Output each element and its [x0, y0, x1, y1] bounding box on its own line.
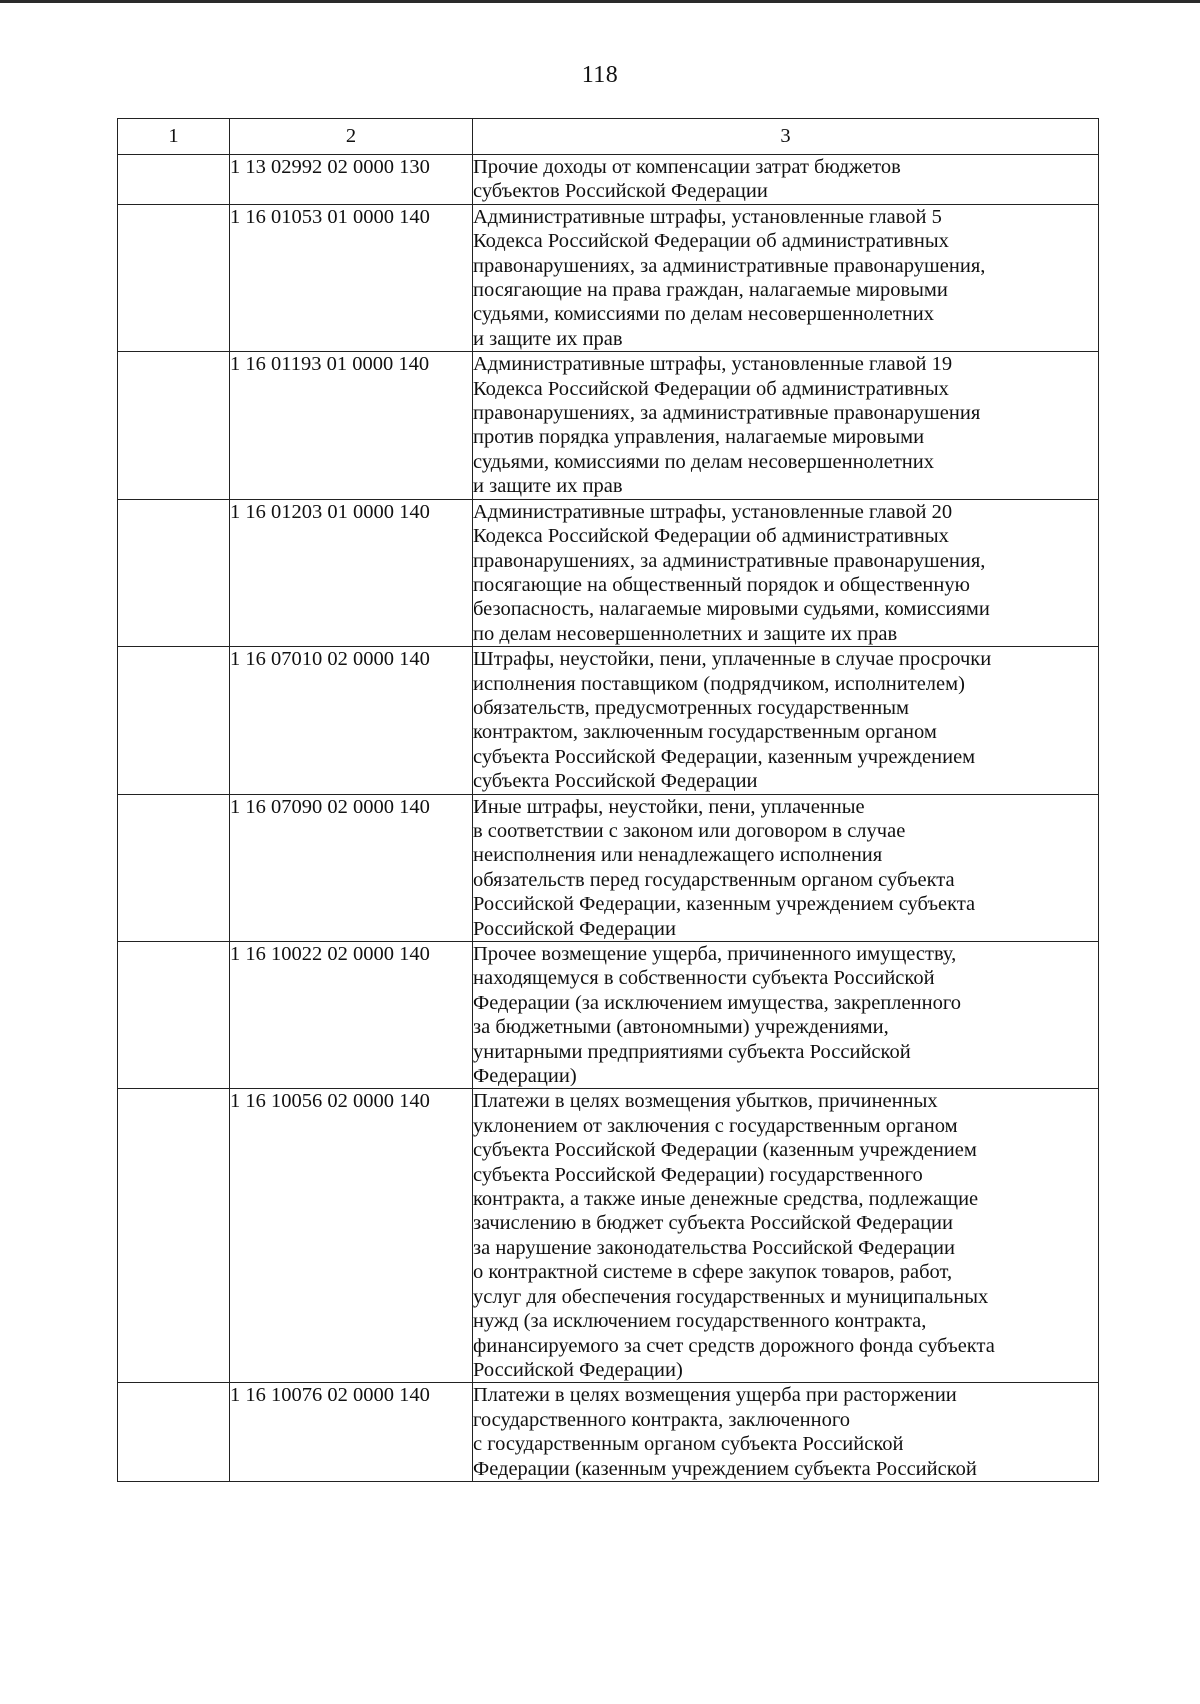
description-line: за нарушение законодательства Российской Федерации	[473, 1236, 955, 1259]
column-header-2: 2	[230, 119, 473, 155]
description-line: обязательств перед государственным органом субъекта	[473, 868, 955, 891]
description-line: судьями, комиссиями по делам несовершеннолетних	[473, 303, 934, 326]
description-line: правонарушениях, за административные правонарушения,	[473, 549, 986, 572]
description-cell	[473, 942, 1099, 1089]
description-cell	[473, 1089, 1099, 1383]
page-number: 118	[581, 62, 619, 88]
description-line: субъекта Российской Федерации (казенным учреждением	[473, 1139, 977, 1162]
description-line: Кодекса Российской Федерации об административных	[473, 377, 949, 400]
description-line: услуг для обеспечения государственных и муниципальных	[473, 1285, 989, 1308]
budget-code-cell: 1 13 02992 02 0000 130	[230, 155, 473, 205]
column-header-3: 3	[473, 119, 1099, 155]
budget-code-cell: 1 16 07010 02 0000 140	[230, 647, 473, 794]
description-line: Платежи в целях возмещения ущерба при расторжении	[473, 1384, 957, 1407]
description-line: Административные штрафы, установленные главой 5	[473, 205, 942, 228]
budget-codes-table	[117, 118, 1099, 1482]
description-line: нужд (за исключением государственного контракта,	[473, 1310, 927, 1333]
budget-code-cell: 1 16 10056 02 0000 140	[230, 1089, 473, 1383]
table-body	[118, 155, 1099, 1482]
description-line: и защите их прав	[473, 327, 623, 350]
description-line: Федерации (казенным учреждением субъекта Российской	[473, 1457, 977, 1480]
description-line: Федерации (за исключением имущества, закрепленного	[473, 991, 961, 1014]
description-line: обязательств, предусмотренных государственным	[473, 696, 909, 719]
description-cell	[473, 647, 1099, 794]
table-row	[118, 1383, 1099, 1482]
table-row	[118, 647, 1099, 794]
table-row	[118, 155, 1099, 205]
description-line: исполнения поставщиком (подрядчиком, исполнителем)	[473, 672, 965, 695]
description-cell	[473, 794, 1099, 941]
description-line: Федерации)	[473, 1065, 577, 1088]
table-row	[118, 794, 1099, 941]
description-line: Российской Федерации	[473, 917, 676, 940]
description-line: и защите их прав	[473, 475, 623, 498]
description-line: неисполнения или ненадлежащего исполнения	[473, 844, 883, 867]
description-cell	[473, 499, 1099, 646]
description-cell	[473, 352, 1099, 499]
description-line: в соответствии с законом или договором в случае	[473, 819, 906, 842]
description-line: посягающие на общественный порядок и общественную	[473, 573, 970, 596]
description-line: субъекта Российской Федерации	[473, 770, 758, 793]
description-line: с государственным органом субъекта Российской	[473, 1433, 904, 1456]
table-row	[118, 942, 1099, 1089]
description-cell	[473, 1383, 1099, 1482]
description-line: против порядка управления, налагаемые мировыми	[473, 426, 925, 449]
description-line: за бюджетными (автономными) учреждениями,	[473, 1016, 889, 1039]
description-line: Платежи в целях возмещения убытков, причиненных	[473, 1090, 938, 1113]
row-number-cell	[118, 499, 230, 646]
budget-code-cell: 1 16 10076 02 0000 140	[230, 1383, 473, 1482]
description-line: Штрафы, неустойки, пени, уплаченные в случае просрочки	[473, 648, 992, 671]
description-line: Административные штрафы, установленные главой 20	[473, 500, 953, 523]
description-line: контракта, а также иные денежные средства, подлежащие	[473, 1188, 979, 1211]
description-line: зачислению в бюджет субъекта Российской Федерации	[473, 1212, 953, 1235]
row-number-cell	[118, 352, 230, 499]
description-cell	[473, 204, 1099, 351]
description-cell	[473, 155, 1099, 205]
description-line: Иные штрафы, неустойки, пени, уплаченные	[473, 795, 865, 818]
description-line: Прочие доходы от компенсации затрат бюджетов	[473, 156, 901, 178]
description-line: субъектов Российской Федерации	[473, 180, 768, 203]
description-line: государственного контракта, заключенного	[473, 1408, 851, 1431]
description-line: судьями, комиссиями по делам несовершеннолетних	[473, 450, 934, 473]
description-line: находящемуся в собственности субъекта Российской	[473, 967, 935, 990]
budget-code-cell: 1 16 10022 02 0000 140	[230, 942, 473, 1089]
description-line: безопасность, налагаемые мировыми судьями, комиссиями	[473, 598, 990, 621]
budget-code-cell: 1 16 01203 01 0000 140	[230, 499, 473, 646]
table-header-row	[118, 119, 1099, 155]
column-header-1: 1	[118, 119, 230, 155]
description-line: по делам несовершеннолетних и защите их прав	[473, 622, 898, 645]
description-line: субъекта Российской Федерации, казенным учреждением	[473, 745, 976, 768]
row-number-cell	[118, 794, 230, 941]
description-line: контрактом, заключенным государственным органом	[473, 721, 937, 744]
description-line: Прочее возмещение ущерба, причиненного имуществу,	[473, 943, 957, 965]
budget-code-cell: 1 16 01053 01 0000 140	[230, 204, 473, 351]
row-number-cell	[118, 204, 230, 351]
description-line: уклонением от заключения с государственным органом	[473, 1114, 958, 1137]
row-number-cell	[118, 942, 230, 1089]
description-line: унитарными предприятиями субъекта Российской	[473, 1040, 911, 1063]
description-line: Административные штрафы, установленные главой 19	[473, 353, 953, 376]
table-row	[118, 204, 1099, 351]
page-top-edge	[0, 0, 1200, 3]
row-number-cell	[118, 1089, 230, 1383]
row-number-cell	[118, 647, 230, 794]
row-number-cell	[118, 155, 230, 205]
description-line: субъекта Российской Федерации) государственного	[473, 1163, 923, 1186]
table-row	[118, 352, 1099, 499]
table-row	[118, 499, 1099, 646]
table-row	[118, 1089, 1099, 1383]
budget-code-cell: 1 16 01193 01 0000 140	[230, 352, 473, 499]
row-number-cell	[118, 1383, 230, 1482]
description-line: о контрактной системе в сфере закупок товаров, работ,	[473, 1261, 953, 1284]
description-line: Российской Федерации, казенным учреждением субъекта	[473, 893, 976, 916]
description-line: финансируемого за счет средств дорожного фонда субъекта	[473, 1334, 995, 1357]
description-line: Кодекса Российской Федерации об административных	[473, 525, 949, 548]
budget-code-cell: 1 16 07090 02 0000 140	[230, 794, 473, 941]
description-line: правонарушениях, за административные правонарушения	[473, 402, 981, 425]
description-line: Российской Федерации)	[473, 1358, 683, 1381]
description-line: посягающие на права граждан, налагаемые мировыми	[473, 279, 948, 302]
description-line: правонарушениях, за административные правонарушения,	[473, 254, 986, 277]
description-line: Кодекса Российской Федерации об административных	[473, 230, 949, 253]
